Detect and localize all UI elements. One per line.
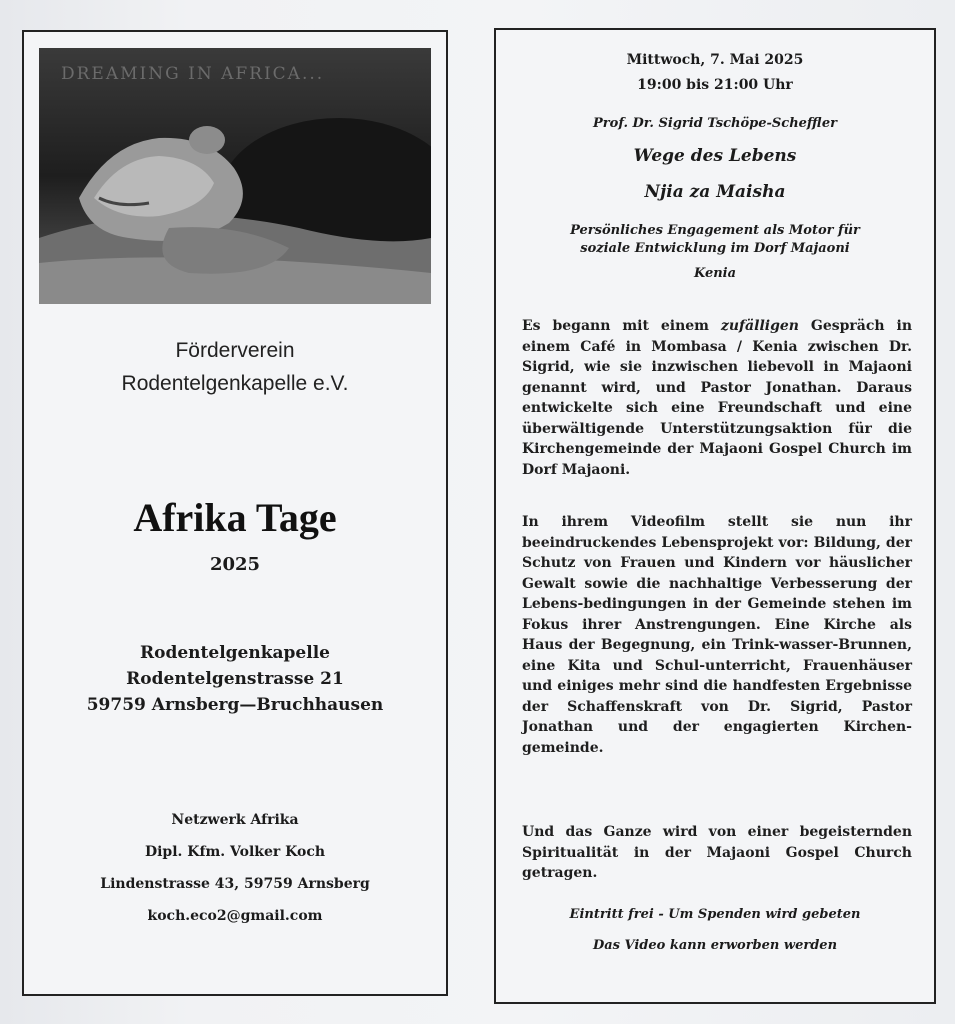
talk-subtitle-line-1: Persönliches Engagement als Motor für: [570, 223, 860, 238]
talk-subtitle: [496, 222, 934, 258]
contact-email: koch.eco2@gmail.com: [147, 908, 323, 924]
photo-caption: DREAMING IN AFRICA...: [61, 64, 325, 84]
contact-address: Lindenstrasse 43, 59759 Arnsberg: [100, 876, 370, 892]
paragraph-1-start: Es begann mit einem: [522, 318, 721, 334]
lion-photo: [39, 48, 431, 304]
talk-title-de: Wege des Lebens: [633, 146, 797, 166]
event-datetime: [496, 48, 934, 98]
video-note: Das Video kann erworben werden: [592, 938, 838, 953]
association-line-2: Rodentelgenkapelle e.V.: [121, 372, 349, 395]
right-panel: [494, 28, 936, 1004]
contact-name: Dipl. Kfm. Volker Koch: [144, 844, 326, 860]
venue-name: Rodentelgenkapelle: [140, 643, 330, 663]
contact-block: [24, 804, 446, 932]
association-line-1: Förderverein: [175, 339, 295, 362]
talk-title-sw: Njia za Maisha: [644, 182, 786, 202]
lion-image: [39, 48, 431, 304]
paragraph-1-emphasis: zufälligen: [720, 318, 799, 334]
association-name: [24, 334, 446, 400]
admission-note: Eintritt frei - Um Spenden wird gebeten: [569, 907, 861, 922]
paragraph-2: In ihrem Videofilm stellt sie nun ihr beeindruckendes Lebensprojekt vor: Bildung, der Schutz von Frauen und Kindern vor häuslicher Gewalt sowie die nachhaltige Verbesserung der Lebens-bedingungen in der Gemeinde stehen im Fokus ihrer Anstrengungen. Eine Kirche als Haus der Begegnung, ein Trink-wasser-Brunnen, eine Kita und Schul-unterricht, Frauenhäuser und einiges mehr sind die handfesten Ergebnisse der Schaffenskraft von Dr. Sigrid, Pastor Jonathan und der engagierten Kirchen-gemeinde.: [522, 514, 912, 756]
event-time: 19:00 bis 21:00 Uhr: [637, 77, 793, 93]
event-year: 2025: [209, 554, 261, 575]
country: Kenia: [693, 266, 737, 281]
talk-subtitle-line-2: soziale Entwicklung im Dorf Majaoni: [580, 241, 850, 256]
event-title: Afrika Tage: [133, 495, 337, 540]
paragraph-1: [522, 316, 912, 480]
venue-city: 59759 Arnsberg—Bruchhausen: [86, 695, 384, 715]
paragraph-3: Und das Ganze wird von einer begeisternden Spiritualität in der Majaoni Gospel Church getragen.: [522, 824, 912, 881]
contact-org: Netzwerk Afrika: [171, 812, 299, 828]
venue-address: [24, 640, 446, 718]
paragraph-1-rest: Gespräch in einem Café in Mombasa / Kenia zwischen Dr. Sigrid, wie sie inzwischen liebevoll in Majaoni genannt wird, und Pastor Jonathan. Daraus entwickelte sich eine Freundschaft und eine überwältigende Unterstützungsaktion für die Kirchengemeinde der Majaoni Gospel Church im Dorf Majaoni.: [522, 318, 913, 478]
speaker-name: Prof. Dr. Sigrid Tschöpe-Scheffler: [593, 116, 837, 131]
event-date: Mittwoch, 7. Mai 2025: [626, 52, 804, 68]
left-panel: [22, 30, 448, 996]
venue-street: Rodentelgenstrasse 21: [126, 669, 344, 689]
